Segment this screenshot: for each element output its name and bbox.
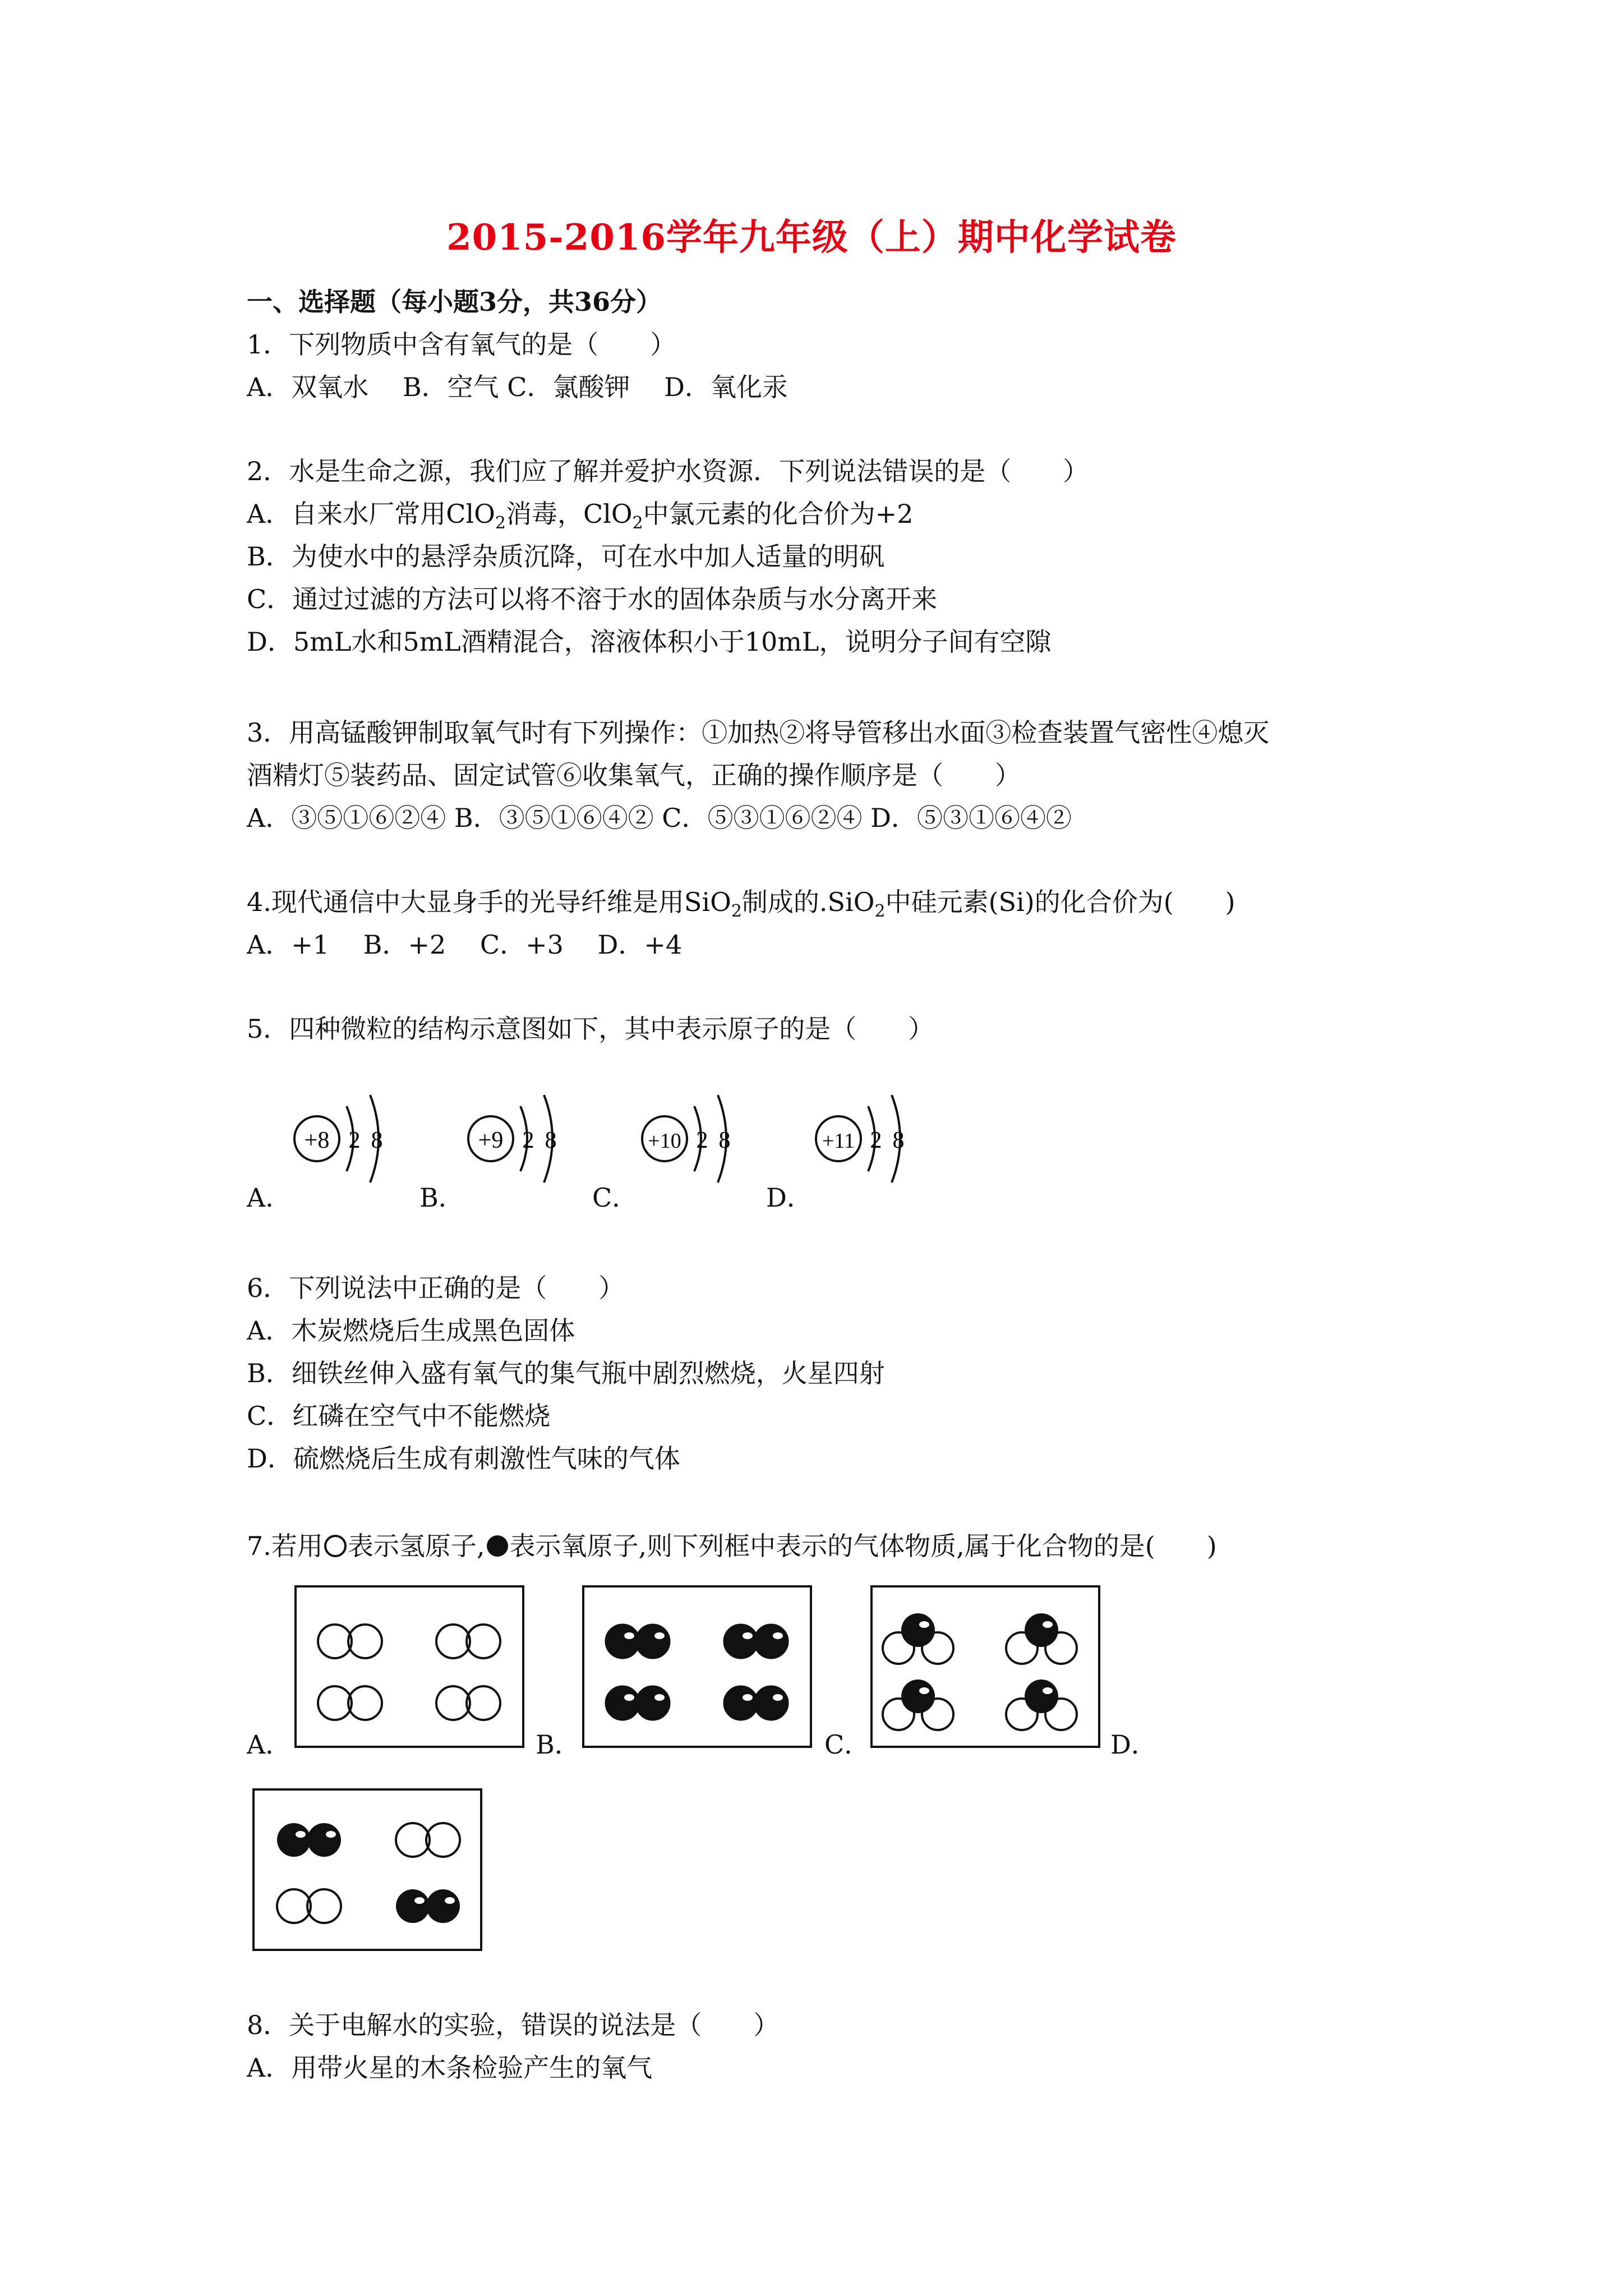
- svg-text:8: 8: [545, 1128, 557, 1153]
- q7-label-c: C．: [824, 1729, 870, 1760]
- q7-label-d: D．: [1110, 1729, 1157, 1760]
- oxygen-atom-icon: [485, 1534, 510, 1558]
- q1-stem: 1．下列物质中含有氧气的是（ ）: [247, 329, 676, 360]
- q5-label-b: B．: [419, 1182, 464, 1213]
- svg-text:+9: +9: [478, 1128, 504, 1153]
- q2-option-c: C．通过过滤的方法可以将不溶于水的固体杂质与水分离开来: [247, 584, 938, 614]
- particle-diagram-b: [460, 1066, 572, 1184]
- q6-option-b: B．细铁丝伸入盛有氧气的集气瓶中剧烈燃烧，火星四射: [247, 1358, 885, 1388]
- svg-text:2: 2: [522, 1128, 534, 1153]
- svg-text:8: 8: [371, 1128, 383, 1153]
- q2-option-b: B．为使水中的悬浮杂质沉降，可在水中加人适量的明矾: [247, 541, 885, 572]
- q8-option-a: A．用带火星的木条检验产生的氧气: [247, 2053, 653, 2083]
- svg-text:+10: +10: [648, 1129, 681, 1153]
- section-heading: 一、选择题（每小题3分，共36分）: [247, 287, 662, 317]
- svg-text:2: 2: [348, 1128, 361, 1153]
- svg-text:8: 8: [718, 1128, 731, 1153]
- q6-option-c: C．红磷在空气中不能燃烧: [247, 1401, 551, 1431]
- q2-option-d: D．5mL水和5mL酒精混合，溶液体积小于10mL，说明分子间有空隙: [247, 627, 1052, 657]
- q3-options: A．③⑤①⑥②④ B．③⑤①⑥④② C．⑤③①⑥②④ D．⑤③①⑥④②: [247, 803, 1072, 833]
- q6-stem: 6．下列说法中正确的是（ ）: [247, 1273, 625, 1303]
- q5-label-c: C．: [592, 1182, 638, 1213]
- q6-option-d: D．硫燃烧后生成有刺激性气味的气体: [247, 1443, 680, 1474]
- svg-text:2: 2: [870, 1128, 882, 1153]
- svg-text:+11: +11: [822, 1129, 855, 1153]
- particle-diagram-a: [286, 1066, 398, 1184]
- q1-options: A．双氧水 B．空气 C．氯酸钾 D．氧化汞: [247, 372, 788, 402]
- svg-text:+8: +8: [304, 1128, 330, 1153]
- q4-options: A．+1 B．+2 C．+3 D．+4: [247, 930, 683, 960]
- q6-option-a: A．木炭燃烧后生成黑色固体: [247, 1315, 575, 1346]
- molecule-box-b: [582, 1585, 812, 1748]
- q8-stem: 8．关于电解水的实验，错误的说法是（ ）: [247, 2010, 780, 2040]
- q5-stem: 5．四种微粒的结构示意图如下，其中表示原子的是（ ）: [247, 1014, 934, 1044]
- molecule-box-a: [294, 1585, 524, 1748]
- q7-label-a: A．: [247, 1729, 292, 1760]
- particle-diagram-c: [634, 1066, 746, 1184]
- exam-title: 2015-2016学年九年级（上）期中化学试卷: [446, 217, 1177, 259]
- q2-stem: 2．水是生命之源，我们应了解并爱护水资源．下列说法错误的是（ ）: [247, 456, 1089, 486]
- svg-text:8: 8: [892, 1128, 905, 1153]
- molecule-box-c: [870, 1585, 1100, 1748]
- q7-stem: 7.若用 表示氢原子, 表示氧原子,则下列框中表示的气体物质,属于化合物的是( ): [247, 1531, 1217, 1561]
- q2-option-a: A．自来水厂常用ClO$_2$消毒，ClO$_2$中氯元素的化合价为+2: [247, 499, 914, 533]
- svg-text:2: 2: [696, 1128, 708, 1153]
- q5-label-a: A．: [247, 1182, 292, 1213]
- q7-label-b: B．: [536, 1729, 580, 1760]
- q3-stem-line1: 3．用高锰酸钾制取氧气时有下列操作：①加热②将导管移出水面③检查装置气密性④熄灭: [247, 717, 1270, 748]
- hydrogen-atom-icon: [323, 1534, 348, 1558]
- q4-stem: 4.现代通信中大显身手的光导纤维是用SiO$_2$制成的.SiO$_2$中硅元素(Si)的化合价为( ): [247, 887, 1235, 921]
- particle-diagram-d: [808, 1066, 920, 1184]
- q3-stem-line2: 酒精灯⑤装药品、固定试管⑥收集氧气，正确的操作顺序是（ ）: [247, 760, 1021, 790]
- q5-label-d: D．: [766, 1182, 813, 1213]
- molecule-box-d: [252, 1788, 482, 1951]
